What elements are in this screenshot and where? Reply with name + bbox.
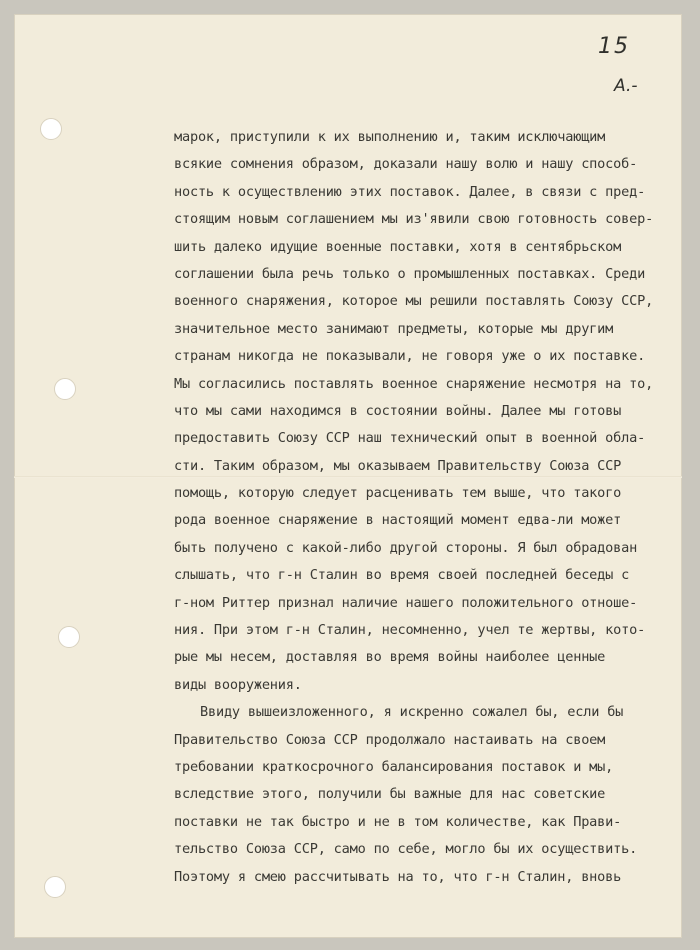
text-line: значительное место занимают предметы, которые мы другим [174, 320, 614, 337]
text-line: Мы согласились поставлять военное снаряжение несмотря на то, [174, 375, 654, 392]
text-line: марок, приступили к их выполнению и, таким исключающим [174, 129, 606, 145]
text-line: рода военное снаряжение в настоящий момент едва-ли может [174, 512, 622, 529]
text-line: быть получено с какой-либо другой стороны. Я был обрадован [174, 539, 638, 556]
text-line: тельство Союза ССР, само по себе, могло бы их осуществить. [174, 841, 638, 858]
text-line: Ввиду вышеизложенного, я искренно сожалел бы, если бы [200, 704, 624, 721]
text-line: всякие сомнения образом, доказали нашу волю и нашу способ- [174, 156, 638, 173]
text-line: предоставить Союзу ССР наш технический опыт в военной обла- [174, 430, 646, 447]
text-line: ния. При этом г-н Сталин, несомненно, учел те жертвы, кото- [174, 622, 646, 639]
text-line: вследствие этого, получили бы важные для нас советские [174, 786, 606, 803]
text-line: ность к осуществлению этих поставок. Далее, в связи с пред- [174, 183, 646, 200]
text-line: г-ном Риттер признал наличие нашего положительного отноше- [174, 594, 638, 611]
text-line: сти. Таким образом, мы оказываем Правительству Союза ССР [174, 457, 622, 474]
document-page [14, 14, 682, 938]
text-line: что мы сами находимся в состоянии войны. Далее мы готовы [174, 402, 622, 419]
punch-hole [44, 876, 66, 898]
text-line: стоящим новым соглашением мы из'явили свою готовность совер- [174, 211, 654, 228]
page-mark: A.- [614, 76, 638, 96]
text-line: слышать, что г-н Сталин во время своей последней беседы с [174, 567, 630, 584]
text-line: военного снаряжения, которое мы решили поставлять Союзу ССР, [174, 293, 654, 310]
page-number: 15 [598, 34, 630, 59]
text-line: шить далеко идущие военные поставки, хотя в сентябрьском [174, 238, 622, 255]
punch-hole [54, 378, 76, 400]
typed-text-body [174, 124, 674, 891]
text-line: помощь, которую следует расценивать тем выше, что такого [174, 485, 622, 502]
text-line: Поэтому я смею рассчитывать на то, что г-н Сталин, вновь [174, 868, 622, 885]
text-line: требовании краткосрочного балансирования поставок и мы, [174, 758, 614, 775]
text-line: поставки не так быстро и не в том количестве, как Прави- [174, 813, 622, 830]
text-line: Правительство Союза ССР продолжало настаивать на своем [174, 731, 606, 748]
text-line: виды вооружения. [174, 676, 302, 693]
punch-hole [40, 118, 62, 140]
punch-hole [58, 626, 80, 648]
text-line: соглашении была речь только о промышленных поставках. Среди [174, 265, 646, 282]
text-line: рые мы несем, доставляя во время войны наиболее ценные [174, 649, 606, 666]
text-line: странам никогда не показывали, не говоря уже о их поставке. [174, 348, 646, 365]
